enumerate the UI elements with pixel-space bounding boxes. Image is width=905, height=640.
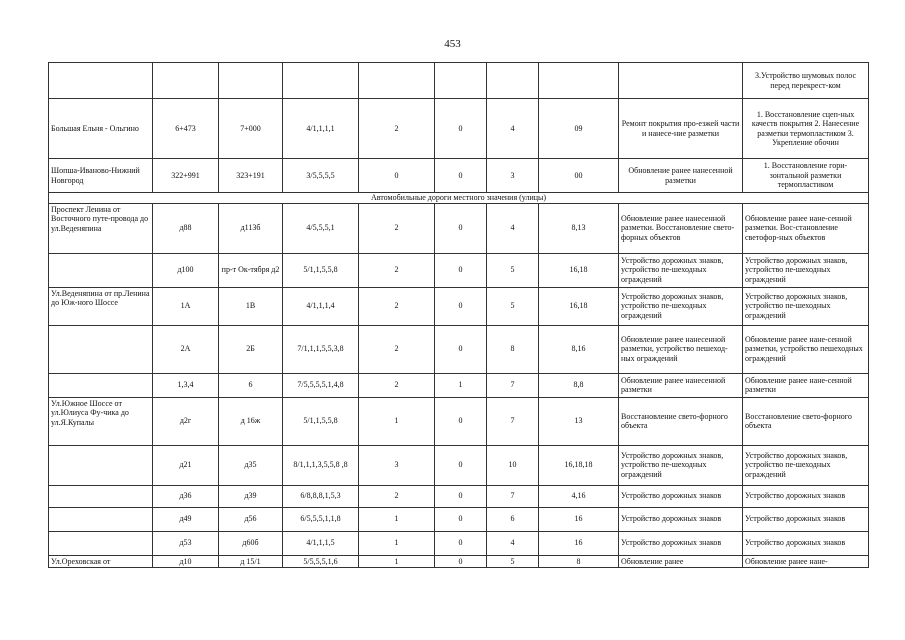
work-description-cell: Обновление ранее нанесенной разметки. Восстановление свето-форных объектов [619, 203, 743, 253]
code-cell: 7/5,5,5,5,1,4,8 [283, 373, 359, 397]
table-row [49, 485, 869, 507]
from-marker-cell: д2г [153, 397, 219, 445]
table-row [49, 445, 869, 485]
count-2-cell: 0 [435, 397, 487, 445]
count-3-cell: 6 [487, 507, 539, 531]
road-name-cell [49, 63, 153, 99]
roads-table [48, 62, 869, 568]
count-1-cell: 2 [359, 253, 435, 287]
work-description-cell: Устройство дорожных знаков [619, 531, 743, 555]
from-marker-cell: 322+991 [153, 159, 219, 193]
count-2-cell: 0 [435, 325, 487, 373]
from-marker-cell: д100 [153, 253, 219, 287]
count-4-cell [539, 63, 619, 99]
from-marker-cell: д36 [153, 485, 219, 507]
count-3-cell: 4 [487, 99, 539, 159]
count-3-cell: 5 [487, 253, 539, 287]
table-row [49, 373, 869, 397]
count-2-cell: 0 [435, 287, 487, 325]
code-cell: 6/8,8,8,1,5,3 [283, 485, 359, 507]
count-3-cell: 4 [487, 531, 539, 555]
to-marker-cell: д 15/1 [219, 555, 283, 568]
code-cell [283, 63, 359, 99]
code-cell: 8/1,1,1,3,5,5,8 ,8 [283, 445, 359, 485]
count-2-cell: 0 [435, 253, 487, 287]
to-marker-cell: д35 [219, 445, 283, 485]
count-3-cell: 10 [487, 445, 539, 485]
count-1-cell: 3 [359, 445, 435, 485]
to-marker-cell: д 16ж [219, 397, 283, 445]
table-row [49, 507, 869, 531]
count-4-cell: 8,16 [539, 325, 619, 373]
work-description-cell: Ремонт покрытия про-езжей части и нанесе-ние разметки [619, 99, 743, 159]
measures-cell: 1. Восстановление сцеп-ных качеств покрытия 2. Нанесение разметки термопластиком 3. Укрепление обочин [743, 99, 869, 159]
measures-cell: Устройство дорожных знаков [743, 485, 869, 507]
work-description-cell: Устройство дорожных знаков [619, 507, 743, 531]
from-marker-cell: д21 [153, 445, 219, 485]
road-name-cell: Ул.Веденяпина от пр.Ленина до Юж-ного Шоссе [49, 287, 153, 325]
measures-cell: Устройство дорожных знаков, устройство пе-шеходных ограждений [743, 445, 869, 485]
count-2-cell: 0 [435, 485, 487, 507]
road-name-cell [49, 485, 153, 507]
work-description-cell: Обновление ранее [619, 555, 743, 568]
count-3-cell: 4 [487, 203, 539, 253]
count-1-cell [359, 63, 435, 99]
count-3-cell: 8 [487, 325, 539, 373]
table-row [49, 63, 869, 99]
count-2-cell [435, 63, 487, 99]
from-marker-cell: 6+473 [153, 99, 219, 159]
count-1-cell: 2 [359, 325, 435, 373]
road-name-cell: Ул.Южное Шоссе от ул.Юлиуса Фу-чика до ул.Я.Купалы [49, 397, 153, 445]
count-2-cell: 0 [435, 99, 487, 159]
measures-cell: Устройство дорожных знаков [743, 507, 869, 531]
count-1-cell: 2 [359, 287, 435, 325]
count-1-cell: 1 [359, 397, 435, 445]
count-2-cell: 1 [435, 373, 487, 397]
count-1-cell: 2 [359, 373, 435, 397]
road-name-cell [49, 507, 153, 531]
work-description-cell: Обновление ранее нанесенной разметки [619, 159, 743, 193]
count-1-cell: 2 [359, 99, 435, 159]
code-cell: 5/5,5,5,1,6 [283, 555, 359, 568]
count-4-cell: 8,8 [539, 373, 619, 397]
count-1-cell: 2 [359, 203, 435, 253]
count-1-cell: 1 [359, 531, 435, 555]
count-4-cell: 16,18 [539, 287, 619, 325]
road-name-cell: Ул.Ореховская от [49, 555, 153, 568]
measures-cell: Устройство дорожных знаков, устройство пе-шеходных ограждений [743, 253, 869, 287]
table-row [49, 99, 869, 159]
to-marker-cell [219, 63, 283, 99]
table-row [49, 159, 869, 193]
count-4-cell: 09 [539, 99, 619, 159]
count-4-cell: 13 [539, 397, 619, 445]
count-3-cell: 5 [487, 287, 539, 325]
count-2-cell: 0 [435, 445, 487, 485]
to-marker-cell: 6 [219, 373, 283, 397]
road-name-cell [49, 253, 153, 287]
work-description-cell: Устройство дорожных знаков, устройство пе-шеходных ограждений [619, 287, 743, 325]
to-marker-cell: д56 [219, 507, 283, 531]
page-number: 453 [444, 38, 461, 50]
measures-cell: Восстановление свето-форного объекта [743, 397, 869, 445]
work-description-cell: Обновление ранее нанесенной разметки [619, 373, 743, 397]
from-marker-cell: д49 [153, 507, 219, 531]
measures-cell: 1. Восстановление гори-зонтальной разметки термопластиком [743, 159, 869, 193]
count-2-cell: 0 [435, 507, 487, 531]
table-row [49, 253, 869, 287]
code-cell: 7/1,1,1,5,5,3,8 [283, 325, 359, 373]
count-1-cell: 1 [359, 555, 435, 568]
count-4-cell: 16,18 [539, 253, 619, 287]
to-marker-cell: 7+000 [219, 99, 283, 159]
table-row [49, 397, 869, 445]
count-4-cell: 8 [539, 555, 619, 568]
work-description-cell: Устройство дорожных знаков, устройство пе-шеходных ограждений [619, 445, 743, 485]
work-description-cell [619, 63, 743, 99]
count-2-cell: 0 [435, 555, 487, 568]
road-name-cell [49, 531, 153, 555]
section-title: Автомобильные дороги местного значения (улицы) [49, 193, 869, 204]
measures-cell: Обновление ранее нане-сенной разметки. Вос-становление светофор-ных объектов [743, 203, 869, 253]
from-marker-cell: 2А [153, 325, 219, 373]
count-1-cell: 1 [359, 507, 435, 531]
measures-cell: 3.Устройство шумовых полос перед перекрест-ком [743, 63, 869, 99]
work-description-cell: Обновление ранее нанесенной разметки, устройство пешеход-ных ограждений [619, 325, 743, 373]
work-description-cell: Восстановление свето-форного объекта [619, 397, 743, 445]
to-marker-cell: 323+191 [219, 159, 283, 193]
table-row [49, 287, 869, 325]
to-marker-cell: д39 [219, 485, 283, 507]
count-3-cell [487, 63, 539, 99]
from-marker-cell: д10 [153, 555, 219, 568]
road-name-cell [49, 325, 153, 373]
count-4-cell: 8,13 [539, 203, 619, 253]
count-3-cell: 7 [487, 485, 539, 507]
count-4-cell: 16 [539, 507, 619, 531]
table-row [49, 555, 869, 568]
to-marker-cell: д60б [219, 531, 283, 555]
code-cell: 3/5,5,5,5 [283, 159, 359, 193]
road-name-cell: Большая Ельня - Ольгино [49, 99, 153, 159]
code-cell: 5/1,1,5,5,8 [283, 253, 359, 287]
from-marker-cell: д88 [153, 203, 219, 253]
from-marker-cell: 1,3,4 [153, 373, 219, 397]
measures-cell: Обновление ранее нане-сенной разметки [743, 373, 869, 397]
code-cell: 6/5,5,5,1,1,8 [283, 507, 359, 531]
code-cell: 4/1,1,1,5 [283, 531, 359, 555]
table-row [49, 325, 869, 373]
work-description-cell: Устройство дорожных знаков [619, 485, 743, 507]
count-2-cell: 0 [435, 531, 487, 555]
measures-cell: Обновление ранее нане- [743, 555, 869, 568]
count-4-cell: 4,16 [539, 485, 619, 507]
code-cell: 5/1,1,5,5,8 [283, 397, 359, 445]
code-cell: 4/1,1,1,1 [283, 99, 359, 159]
road-name-cell: Шопша-Иваново-Нижний Новгород [49, 159, 153, 193]
to-marker-cell: д113б [219, 203, 283, 253]
road-name-cell [49, 445, 153, 485]
count-1-cell: 2 [359, 485, 435, 507]
count-4-cell: 16 [539, 531, 619, 555]
count-3-cell: 3 [487, 159, 539, 193]
code-cell: 4/1,1,1,4 [283, 287, 359, 325]
road-name-cell: Проспект Ленина от Восточного путе-провода до ул.Веденяпина [49, 203, 153, 253]
count-3-cell: 5 [487, 555, 539, 568]
work-description-cell: Устройство дорожных знаков, устройство пе-шеходных ограждений [619, 253, 743, 287]
table-row [49, 531, 869, 555]
count-3-cell: 7 [487, 373, 539, 397]
code-cell: 4/5,5,5,1 [283, 203, 359, 253]
count-2-cell: 0 [435, 203, 487, 253]
table-row [49, 203, 869, 253]
count-3-cell: 7 [487, 397, 539, 445]
to-marker-cell: 2Б [219, 325, 283, 373]
section-header-row [49, 193, 869, 204]
count-4-cell: 16,18,18 [539, 445, 619, 485]
count-2-cell: 0 [435, 159, 487, 193]
from-marker-cell: 1А [153, 287, 219, 325]
from-marker-cell: д53 [153, 531, 219, 555]
road-name-cell [49, 373, 153, 397]
count-4-cell: 00 [539, 159, 619, 193]
measures-cell: Устройство дорожных знаков, устройство пе-шеходных ограждений [743, 287, 869, 325]
measures-cell: Обновление ранее нане-сенной разметки, устройство пешеходных ограждений [743, 325, 869, 373]
to-marker-cell: 1В [219, 287, 283, 325]
count-1-cell: 0 [359, 159, 435, 193]
from-marker-cell [153, 63, 219, 99]
measures-cell: Устройство дорожных знаков [743, 531, 869, 555]
to-marker-cell: пр-т Ок-тября д2 [219, 253, 283, 287]
